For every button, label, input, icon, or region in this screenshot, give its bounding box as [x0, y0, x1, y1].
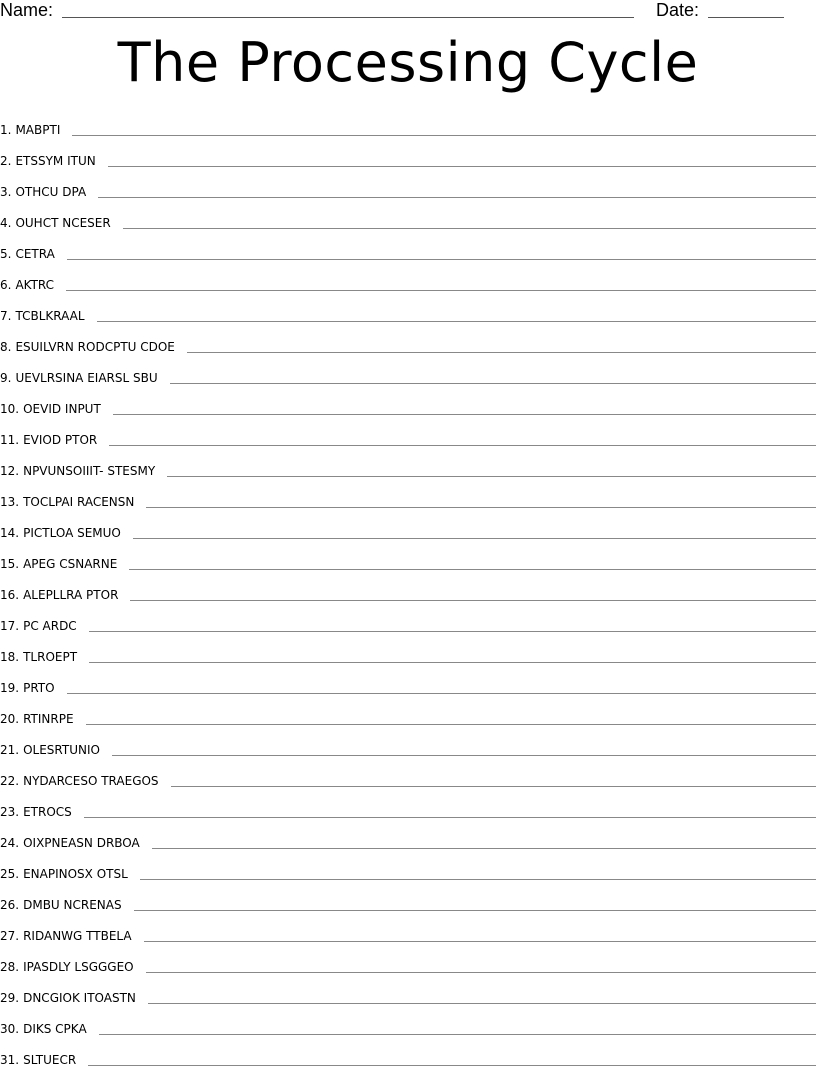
scrambled-word: RIDANWG TTBELA	[23, 929, 132, 943]
answer-line[interactable]	[66, 289, 816, 291]
item-number: 3.	[0, 185, 12, 199]
list-item	[0, 854, 816, 885]
page-title: The Processing Cycle	[117, 31, 699, 94]
answer-line[interactable]	[170, 382, 816, 384]
scrambled-word: OEVID INPUT	[23, 402, 101, 416]
answer-line[interactable]	[144, 940, 816, 942]
scrambled-word: ENAPINOSX OTSL	[23, 867, 128, 881]
item-number: 31.	[0, 1053, 20, 1067]
answer-line[interactable]	[86, 723, 816, 725]
item-number: 30.	[0, 1022, 20, 1036]
scrambled-word: NPVUNSOIIIT- STESMY	[23, 464, 156, 478]
item-number: 9.	[0, 371, 12, 385]
answer-line[interactable]	[123, 227, 816, 229]
item-number: 21.	[0, 743, 20, 757]
list-item	[0, 792, 816, 823]
scrambled-word: ETROCS	[23, 805, 72, 819]
scrambled-word: PC ARDC	[23, 619, 77, 633]
answer-line[interactable]	[133, 537, 816, 539]
list-item	[0, 947, 816, 978]
item-number: 27.	[0, 929, 20, 943]
list-item	[0, 761, 816, 792]
list-item	[0, 451, 816, 482]
answer-line[interactable]	[152, 847, 816, 849]
scrambled-word: ESUILVRN RODCPTU CDOE	[15, 340, 175, 354]
item-number: 16.	[0, 588, 20, 602]
scrambled-word: OLESRTUNIO	[23, 743, 100, 757]
scrambled-word: UEVLRSINA EIARSL SBU	[15, 371, 158, 385]
answer-line[interactable]	[98, 196, 816, 198]
scrambled-word: DIKS CPKA	[23, 1022, 87, 1036]
list-item	[0, 606, 816, 637]
scrambled-word: RTINRPE	[23, 712, 74, 726]
answer-line[interactable]	[99, 1033, 816, 1035]
item-number: 12.	[0, 464, 20, 478]
list-item	[0, 141, 816, 172]
scrambled-word: PICTLOA SEMUO	[23, 526, 121, 540]
item-number: 24.	[0, 836, 20, 850]
list-item	[0, 513, 816, 544]
scrambled-word: OUHCT NCESER	[15, 216, 111, 230]
answer-line[interactable]	[67, 692, 816, 694]
item-number: 8.	[0, 340, 12, 354]
answer-line[interactable]	[148, 1002, 816, 1004]
answer-line[interactable]	[97, 320, 816, 322]
item-number: 17.	[0, 619, 20, 633]
scrambled-word: TCBLKRAAL	[15, 309, 85, 323]
list-item	[0, 637, 816, 668]
answer-line[interactable]	[167, 475, 816, 477]
answer-line[interactable]	[146, 971, 816, 973]
item-number: 14.	[0, 526, 20, 540]
list-item	[0, 575, 816, 606]
scrambled-word: MABPTI	[15, 123, 61, 137]
answer-line[interactable]	[84, 816, 816, 818]
scrambled-word: DNCGIOK ITOASTN	[23, 991, 136, 1005]
item-number: 5.	[0, 247, 12, 261]
item-number: 19.	[0, 681, 20, 695]
name-label: Name:	[0, 0, 54, 20]
item-number: 11.	[0, 433, 20, 447]
list-item	[0, 1009, 816, 1040]
list-item	[0, 420, 816, 451]
answer-line[interactable]	[146, 506, 816, 508]
answer-line[interactable]	[67, 258, 816, 260]
item-number: 18.	[0, 650, 20, 664]
item-number: 25.	[0, 867, 20, 881]
scrambled-word: IPASDLY LSGGGEO	[23, 960, 134, 974]
list-item	[0, 544, 816, 575]
scrambled-word: SLTUECR	[23, 1053, 77, 1067]
list-item	[0, 389, 816, 420]
item-number: 22.	[0, 774, 20, 788]
scrambled-word: OTHCU DPA	[15, 185, 87, 199]
header-row	[0, 0, 816, 22]
scrambled-word: NYDARCESO TRAEGOS	[23, 774, 159, 788]
list-item	[0, 823, 816, 854]
answer-line[interactable]	[112, 754, 816, 756]
list-item	[0, 110, 816, 141]
scrambled-word: TLROEPT	[23, 650, 78, 664]
answer-line[interactable]	[171, 785, 816, 787]
date-field-line[interactable]	[708, 17, 784, 18]
date-label: Date:	[656, 0, 700, 20]
list-item	[0, 234, 816, 265]
item-number: 23.	[0, 805, 20, 819]
answer-line[interactable]	[109, 444, 816, 446]
list-item	[0, 265, 816, 296]
scrambled-word: ETSSYM ITUN	[15, 154, 96, 168]
scrambled-word: APEG CSNARNE	[23, 557, 118, 571]
answer-line[interactable]	[140, 878, 816, 880]
item-number: 13.	[0, 495, 20, 509]
answer-line[interactable]	[108, 165, 816, 167]
list-item	[0, 358, 816, 389]
scrambled-word: AKTRC	[15, 278, 55, 292]
list-item	[0, 296, 816, 327]
list-item	[0, 916, 816, 947]
answer-line[interactable]	[89, 661, 816, 663]
scramble-list	[0, 110, 816, 1071]
answer-line[interactable]	[130, 599, 816, 601]
scrambled-word: EVIOD PTOR	[23, 433, 98, 447]
scrambled-word: TOCLPAI RACENSN	[23, 495, 135, 509]
answer-line[interactable]	[187, 351, 816, 353]
answer-line[interactable]	[89, 630, 816, 632]
list-item	[0, 699, 816, 730]
scrambled-word: DMBU NCRENAS	[23, 898, 122, 912]
list-item	[0, 172, 816, 203]
item-number: 7.	[0, 309, 12, 323]
scrambled-word: ALEPLLRA PTOR	[23, 588, 119, 602]
list-item	[0, 885, 816, 916]
scrambled-word: OIXPNEASN DRBOA	[23, 836, 140, 850]
list-item	[0, 327, 816, 358]
answer-line[interactable]	[72, 134, 816, 136]
item-number: 1.	[0, 123, 12, 137]
answer-line[interactable]	[88, 1064, 816, 1066]
list-item	[0, 482, 816, 513]
list-item	[0, 978, 816, 1009]
item-number: 29.	[0, 991, 20, 1005]
scrambled-word: CETRA	[15, 247, 55, 261]
list-item	[0, 668, 816, 699]
item-number: 6.	[0, 278, 12, 292]
item-number: 28.	[0, 960, 20, 974]
list-item	[0, 730, 816, 761]
item-number: 2.	[0, 154, 12, 168]
item-number: 10.	[0, 402, 20, 416]
answer-line[interactable]	[134, 909, 816, 911]
item-number: 26.	[0, 898, 20, 912]
item-number: 15.	[0, 557, 20, 571]
answer-line[interactable]	[113, 413, 816, 415]
scrambled-word: PRTO	[23, 681, 55, 695]
name-field-line[interactable]	[62, 17, 634, 18]
answer-line[interactable]	[129, 568, 816, 570]
list-item	[0, 203, 816, 234]
item-number: 20.	[0, 712, 20, 726]
item-number: 4.	[0, 216, 12, 230]
